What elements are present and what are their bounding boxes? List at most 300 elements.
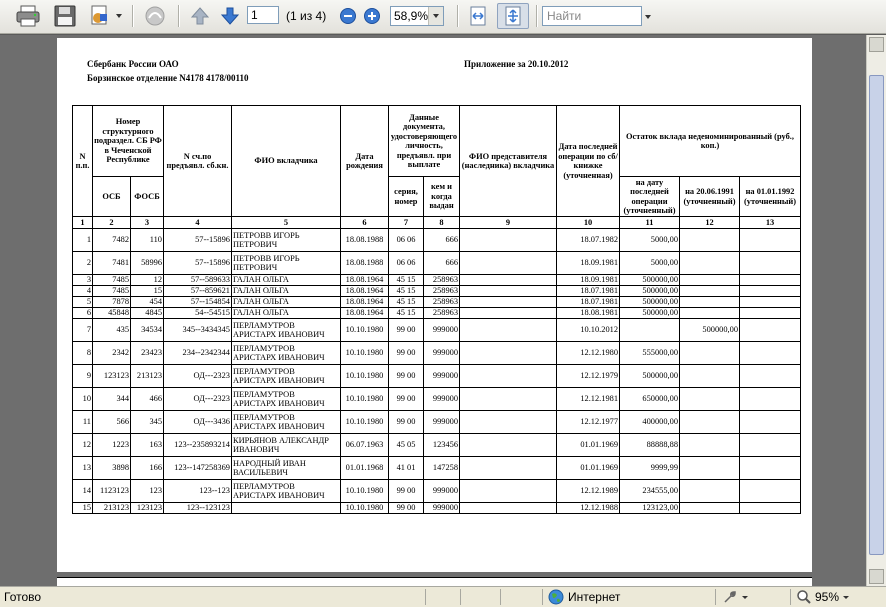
- table-row: [73, 365, 801, 388]
- account-cell: 123--123123: [164, 503, 232, 514]
- attachments-button[interactable]: [86, 3, 126, 29]
- lastop-cell: 12.12.1980: [557, 342, 620, 365]
- account-cell: 123--123: [164, 480, 232, 503]
- header-fio: ФИО вкладчика: [232, 106, 341, 217]
- header-bal-last: на дату последней операции (уточненный): [620, 177, 680, 217]
- status-separator: [500, 589, 501, 605]
- fio-cell: КИРЬЯНОВ АЛЕКСАНДР ИВАНОВИЧ: [232, 434, 341, 457]
- row-number: 13: [73, 457, 93, 480]
- table-row: [73, 434, 801, 457]
- fio-cell: ПЕТРОВВ ИГОРЬ ПЕТРОВИЧ: [232, 229, 341, 252]
- rep-cell: [460, 252, 557, 275]
- table-row: [73, 297, 801, 308]
- signature-icon: [142, 4, 168, 28]
- osb-cell: 123123: [93, 365, 131, 388]
- lastop-cell: 18.07.1981: [557, 286, 620, 297]
- row-number: 14: [73, 480, 93, 503]
- account-cell: 345--3434345: [164, 319, 232, 342]
- birth-cell: 18.08.1964: [341, 297, 389, 308]
- header-doc: Данные документа, удостоверяющего личность, предъявл. при выплате: [389, 106, 460, 177]
- column-number: 5: [232, 217, 341, 229]
- header-account: N сч.по предъявл. сб.кн.: [164, 106, 232, 217]
- account-cell: 57--154854: [164, 297, 232, 308]
- balance-last-cell: 88888,88: [620, 434, 680, 457]
- issued-cell: 123456: [424, 434, 460, 457]
- magnifier-icon: [796, 589, 812, 605]
- balance-1991-cell: [680, 229, 740, 252]
- table-row: [73, 457, 801, 480]
- table-row: [73, 308, 801, 319]
- status-zoom[interactable]: [796, 589, 850, 605]
- viewer-toolbar: [0, 0, 886, 34]
- account-cell: 57--589633: [164, 275, 232, 286]
- balance-last-cell: 500000,00: [620, 308, 680, 319]
- rep-cell: [460, 297, 557, 308]
- row-number: 3: [73, 275, 93, 286]
- zoom-value: 58,9%: [394, 9, 429, 23]
- status-separator: [542, 589, 543, 605]
- rep-cell: [460, 503, 557, 514]
- fosb-cell: 4845: [131, 308, 164, 319]
- chevron-down-icon: [429, 7, 443, 25]
- balance-last-cell: 123123,00: [620, 503, 680, 514]
- document-page: [57, 38, 812, 572]
- balance-1991-cell: [680, 286, 740, 297]
- account-cell: ОД---2323: [164, 365, 232, 388]
- birth-cell: 10.10.1980: [341, 365, 389, 388]
- toolbar-separator: [457, 5, 459, 27]
- balance-1991-cell: [680, 457, 740, 480]
- birth-cell: 06.07.1963: [341, 434, 389, 457]
- balance-1992-cell: [740, 275, 801, 286]
- security-zone[interactable]: [548, 589, 620, 605]
- osb-cell: 7878: [93, 297, 131, 308]
- osb-cell: 2342: [93, 342, 131, 365]
- column-number: 12: [680, 217, 740, 229]
- table-row: [73, 252, 801, 275]
- fit-page-icon: [502, 5, 524, 27]
- toolbar-separator: [536, 5, 538, 27]
- table-row: [73, 388, 801, 411]
- balance-last-cell: 500000,00: [620, 365, 680, 388]
- series-cell: 99 00: [389, 503, 424, 514]
- osb-cell: 45848: [93, 308, 131, 319]
- rep-cell: [460, 275, 557, 286]
- wrench-icon: [722, 589, 738, 605]
- column-number: 1: [73, 217, 93, 229]
- fosb-cell: 58996: [131, 252, 164, 275]
- fosb-cell: 110: [131, 229, 164, 252]
- balance-1991-cell: [680, 480, 740, 503]
- birth-cell: 18.08.1988: [341, 229, 389, 252]
- series-cell: 99 00: [389, 480, 424, 503]
- header-balance: Остаток вклада неденоминированный (руб., коп.): [620, 106, 801, 177]
- fosb-cell: 12: [131, 275, 164, 286]
- zoom-dropdown-button[interactable]: [428, 7, 443, 25]
- balance-1992-cell: [740, 252, 801, 275]
- balance-last-cell: 500000,00: [620, 297, 680, 308]
- lastop-cell: 18.07.1982: [557, 229, 620, 252]
- table-row: [73, 503, 801, 514]
- status-bar: [0, 586, 886, 607]
- lastop-cell: 01.01.1969: [557, 457, 620, 480]
- birth-cell: 10.10.1980: [341, 503, 389, 514]
- series-cell: 99 00: [389, 365, 424, 388]
- balance-1992-cell: [740, 480, 801, 503]
- series-cell: 41 01: [389, 457, 424, 480]
- column-number: 10: [557, 217, 620, 229]
- issued-cell: 258963: [424, 297, 460, 308]
- fio-cell: ПЕРЛАМУТРОВ АРИСТАРХ ИВАНОВИЧ: [232, 342, 341, 365]
- fio-cell: [232, 503, 341, 514]
- lastop-cell: 12.12.1977: [557, 411, 620, 434]
- issued-cell: 258963: [424, 286, 460, 297]
- fio-cell: ПЕРЛАМУТРОВ АРИСТАРХ ИВАНОВИЧ: [232, 411, 341, 434]
- issued-cell: 147258: [424, 457, 460, 480]
- osb-cell: 7485: [93, 286, 131, 297]
- arrow-down-icon: [220, 6, 240, 26]
- branch-name: Борзинское отделение N4178 4178/00110: [87, 73, 249, 83]
- balance-last-cell: 9999,99: [620, 457, 680, 480]
- toolbar-separator: [132, 5, 134, 27]
- column-numbers-row: [73, 217, 801, 229]
- rep-cell: [460, 388, 557, 411]
- series-cell: 45 15: [389, 308, 424, 319]
- balance-last-cell: 234555,00: [620, 480, 680, 503]
- osb-cell: 7481: [93, 252, 131, 275]
- header-osb: ОСБ: [93, 177, 131, 217]
- series-cell: 06 06: [389, 229, 424, 252]
- series-cell: 99 00: [389, 342, 424, 365]
- balance-1992-cell: [740, 286, 801, 297]
- row-number: 2: [73, 252, 93, 275]
- account-cell: 57--859621: [164, 286, 232, 297]
- table-row: [73, 286, 801, 297]
- scroll-up-button[interactable]: [869, 37, 884, 52]
- column-number: 6: [341, 217, 389, 229]
- fio-cell: ГАЛАН ОЛЬГА: [232, 275, 341, 286]
- birth-cell: 18.08.1964: [341, 308, 389, 319]
- rep-cell: [460, 365, 557, 388]
- status-text: Готово: [4, 590, 42, 604]
- zoom-in-button[interactable]: [362, 3, 382, 29]
- balance-1991-cell: [680, 275, 740, 286]
- balance-1992-cell: [740, 503, 801, 514]
- status-separator: [790, 589, 791, 605]
- osb-cell: 435: [93, 319, 131, 342]
- balance-1992-cell: [740, 342, 801, 365]
- fio-cell: ГАЛАН ОЛЬГА: [232, 286, 341, 297]
- issued-cell: 999000: [424, 480, 460, 503]
- column-number: 4: [164, 217, 232, 229]
- fio-cell: ПЕРЛАМУТРОВ АРИСТАРХ ИВАНОВИЧ: [232, 388, 341, 411]
- deposit-table: [72, 105, 801, 514]
- issued-cell: 258963: [424, 308, 460, 319]
- birth-cell: 10.10.1980: [341, 411, 389, 434]
- row-number: 15: [73, 503, 93, 514]
- lastop-cell: 10.10.2012: [557, 319, 620, 342]
- fosb-cell: 345: [131, 411, 164, 434]
- row-number: 10: [73, 388, 93, 411]
- page-count-label: (1 из 4): [286, 9, 327, 23]
- series-cell: 45 15: [389, 275, 424, 286]
- arrow-up-icon: [190, 6, 210, 26]
- rep-cell: [460, 457, 557, 480]
- fosb-cell: 123: [131, 480, 164, 503]
- series-cell: 99 00: [389, 411, 424, 434]
- birth-cell: 10.10.1980: [341, 319, 389, 342]
- row-number: 1: [73, 229, 93, 252]
- previous-page-button[interactable]: [188, 3, 212, 29]
- fosb-cell: 213123: [131, 365, 164, 388]
- fosb-cell: 34534: [131, 319, 164, 342]
- fosb-cell: 123123: [131, 503, 164, 514]
- lastop-cell: 12.12.1988: [557, 503, 620, 514]
- rep-cell: [460, 480, 557, 503]
- find-input[interactable]: Найти: [542, 6, 642, 26]
- osb-cell: 1223: [93, 434, 131, 457]
- row-number: 12: [73, 434, 93, 457]
- print-button[interactable]: [13, 3, 43, 29]
- birth-cell: 10.10.1980: [341, 480, 389, 503]
- header-number: N п.п.: [73, 106, 93, 217]
- lastop-cell: 18.09.1981: [557, 252, 620, 275]
- table-row: [73, 342, 801, 365]
- series-cell: 99 00: [389, 319, 424, 342]
- zone-label: Интернет: [568, 590, 621, 604]
- sign-button[interactable]: [140, 3, 170, 29]
- fio-cell: НАРОДНЫЙ ИВАН ВАСИЛЬЕВИЧ: [232, 457, 341, 480]
- balance-1991-cell: [680, 297, 740, 308]
- rep-cell: [460, 229, 557, 252]
- fosb-cell: 163: [131, 434, 164, 457]
- balance-1991-cell: [680, 388, 740, 411]
- header-fosb: ФОСБ: [131, 177, 164, 217]
- birth-cell: 18.08.1988: [341, 252, 389, 275]
- rep-cell: [460, 434, 557, 457]
- fosb-cell: 15: [131, 286, 164, 297]
- protected-mode-indicator[interactable]: [722, 589, 749, 605]
- balance-1992-cell: [740, 411, 801, 434]
- status-separator: [460, 589, 461, 605]
- account-cell: 57--15896: [164, 229, 232, 252]
- rep-cell: [460, 308, 557, 319]
- balance-last-cell: 650000,00: [620, 388, 680, 411]
- fio-cell: ПЕРЛАМУТРОВ АРИСТАРХ ИВАНОВИЧ: [232, 365, 341, 388]
- row-number: 9: [73, 365, 93, 388]
- table-row: [73, 275, 801, 286]
- header-series: серия, номер: [389, 177, 424, 217]
- account-cell: 234--2342344: [164, 342, 232, 365]
- chevron-down-icon: [842, 589, 850, 605]
- issued-cell: 999000: [424, 503, 460, 514]
- fio-cell: ГАЛАН ОЛЬГА: [232, 297, 341, 308]
- fosb-cell: 166: [131, 457, 164, 480]
- balance-last-cell: 500000,00: [620, 286, 680, 297]
- table-row: [73, 319, 801, 342]
- header-lastop: Дата последней операции по сб/книжке (уточненная): [557, 106, 620, 217]
- header-birth: Дата рождения: [341, 106, 389, 217]
- balance-1991-cell: [680, 252, 740, 275]
- rep-cell: [460, 411, 557, 434]
- table-row: [73, 229, 801, 252]
- balance-1991-cell: [680, 434, 740, 457]
- scroll-thumb[interactable]: [869, 75, 884, 555]
- lastop-cell: 18.09.1981: [557, 275, 620, 286]
- balance-1991-cell: 500000,00: [680, 319, 740, 342]
- next-page-button[interactable]: [218, 3, 242, 29]
- balance-last-cell: [620, 319, 680, 342]
- issued-cell: 999000: [424, 411, 460, 434]
- issued-cell: 999000: [424, 342, 460, 365]
- balance-1991-cell: [680, 308, 740, 319]
- row-number: 4: [73, 286, 93, 297]
- table-row: [73, 480, 801, 503]
- toolbar-separator: [178, 5, 180, 27]
- lastop-cell: 12.12.1989: [557, 480, 620, 503]
- account-cell: ОД---3436: [164, 411, 232, 434]
- zoom-in-icon: [363, 7, 381, 25]
- series-cell: 45 05: [389, 434, 424, 457]
- chevron-down-icon: [642, 6, 654, 26]
- document-viewport[interactable]: [0, 35, 866, 586]
- balance-1992-cell: [740, 388, 801, 411]
- account-cell: 123--147258369: [164, 457, 232, 480]
- balance-1992-cell: [740, 457, 801, 480]
- balance-1992-cell: [740, 434, 801, 457]
- globe-icon: [548, 589, 564, 605]
- row-number: 11: [73, 411, 93, 434]
- osb-cell: 566: [93, 411, 131, 434]
- fosb-cell: 454: [131, 297, 164, 308]
- page-number-input[interactable]: [247, 6, 279, 24]
- birth-cell: 01.01.1968: [341, 457, 389, 480]
- balance-1992-cell: [740, 229, 801, 252]
- birth-cell: 10.10.1980: [341, 388, 389, 411]
- fit-page-button[interactable]: [497, 3, 529, 29]
- fosb-cell: 466: [131, 388, 164, 411]
- header-bal-1991: на 20.06.1991 (уточненный): [680, 177, 740, 217]
- osb-cell: 213123: [93, 503, 131, 514]
- issued-cell: 666: [424, 229, 460, 252]
- column-number: 13: [740, 217, 801, 229]
- osb-cell: 7485: [93, 275, 131, 286]
- fio-cell: ПЕРЛАМУТРОВ АРИСТАРХ ИВАНОВИЧ: [232, 319, 341, 342]
- rep-cell: [460, 319, 557, 342]
- header-issued: кем и когда выдан: [424, 177, 460, 217]
- osb-cell: 344: [93, 388, 131, 411]
- floppy-disk-icon: [53, 4, 77, 28]
- series-cell: 99 00: [389, 388, 424, 411]
- osb-cell: 1123123: [93, 480, 131, 503]
- zoom-select[interactable]: [390, 6, 444, 26]
- lastop-cell: 18.08.1981: [557, 308, 620, 319]
- appendix-date: Приложение за 20.10.2012: [464, 59, 569, 69]
- balance-1992-cell: [740, 319, 801, 342]
- chevron-down-icon: [741, 589, 749, 605]
- balance-last-cell: 500000,00: [620, 275, 680, 286]
- osb-cell: 7482: [93, 229, 131, 252]
- vertical-scrollbar[interactable]: [866, 35, 886, 586]
- lastop-cell: 01.01.1969: [557, 434, 620, 457]
- lastop-cell: 12.12.1979: [557, 365, 620, 388]
- table-row: [73, 411, 801, 434]
- lastop-cell: 18.07.1981: [557, 297, 620, 308]
- issued-cell: 258963: [424, 275, 460, 286]
- fit-width-button[interactable]: [464, 3, 492, 29]
- status-separator: [715, 589, 716, 605]
- issued-cell: 999000: [424, 319, 460, 342]
- account-cell: 123--235893214: [164, 434, 232, 457]
- balance-last-cell: 400000,00: [620, 411, 680, 434]
- zoom-out-button[interactable]: [338, 3, 358, 29]
- lastop-cell: 12.12.1981: [557, 388, 620, 411]
- series-cell: 45 15: [389, 286, 424, 297]
- birth-cell: 18.08.1964: [341, 286, 389, 297]
- fit-width-icon: [467, 5, 489, 27]
- issued-cell: 666: [424, 252, 460, 275]
- account-cell: 54--54515: [164, 308, 232, 319]
- balance-1991-cell: [680, 365, 740, 388]
- balance-last-cell: 5000,00: [620, 229, 680, 252]
- series-cell: 06 06: [389, 252, 424, 275]
- series-cell: 45 15: [389, 297, 424, 308]
- balance-1991-cell: [680, 342, 740, 365]
- header-bal-1992: на 01.01.1992 (уточненный): [740, 177, 801, 217]
- balance-1992-cell: [740, 308, 801, 319]
- column-number: 3: [131, 217, 164, 229]
- status-separator: [425, 589, 426, 605]
- account-cell: ОД---2323: [164, 388, 232, 411]
- rep-cell: [460, 286, 557, 297]
- find-dropdown-button[interactable]: [642, 6, 654, 26]
- account-cell: 57--15896: [164, 252, 232, 275]
- header-rep: ФИО представителя (наследника) вкладчика: [460, 106, 557, 217]
- row-number: 8: [73, 342, 93, 365]
- header-struct: Номер структурного подраздел. СБ РФ в Чеченской Республике: [93, 106, 164, 177]
- column-number: 11: [620, 217, 680, 229]
- next-page-edge: [57, 577, 812, 586]
- balance-1992-cell: [740, 365, 801, 388]
- fio-cell: ПЕТРОВВ ИГОРЬ ПЕТРОВИЧ: [232, 252, 341, 275]
- row-number: 7: [73, 319, 93, 342]
- balance-last-cell: 5000,00: [620, 252, 680, 275]
- issued-cell: 999000: [424, 365, 460, 388]
- document-shapes-icon: [88, 4, 124, 28]
- row-number: 5: [73, 297, 93, 308]
- fio-cell: ГАЛАН ОЛЬГА: [232, 308, 341, 319]
- balance-1991-cell: [680, 411, 740, 434]
- birth-cell: 18.08.1964: [341, 275, 389, 286]
- issued-cell: 999000: [424, 388, 460, 411]
- rep-cell: [460, 342, 557, 365]
- column-number: 7: [389, 217, 424, 229]
- zoom-out-icon: [339, 7, 357, 25]
- column-number: 9: [460, 217, 557, 229]
- osb-cell: 3898: [93, 457, 131, 480]
- save-button[interactable]: [50, 3, 80, 29]
- balance-last-cell: 555000,00: [620, 342, 680, 365]
- fosb-cell: 23423: [131, 342, 164, 365]
- status-zoom-value: 95%: [815, 590, 840, 604]
- balance-1992-cell: [740, 297, 801, 308]
- fio-cell: ПЕРЛАМУТРОВ АРИСТАРХ ИВАНОВИЧ: [232, 480, 341, 503]
- org-name: Сбербанк России ОАО: [87, 59, 179, 69]
- column-number: 8: [424, 217, 460, 229]
- column-number: 2: [93, 217, 131, 229]
- row-number: 6: [73, 308, 93, 319]
- scroll-down-button[interactable]: [869, 569, 884, 584]
